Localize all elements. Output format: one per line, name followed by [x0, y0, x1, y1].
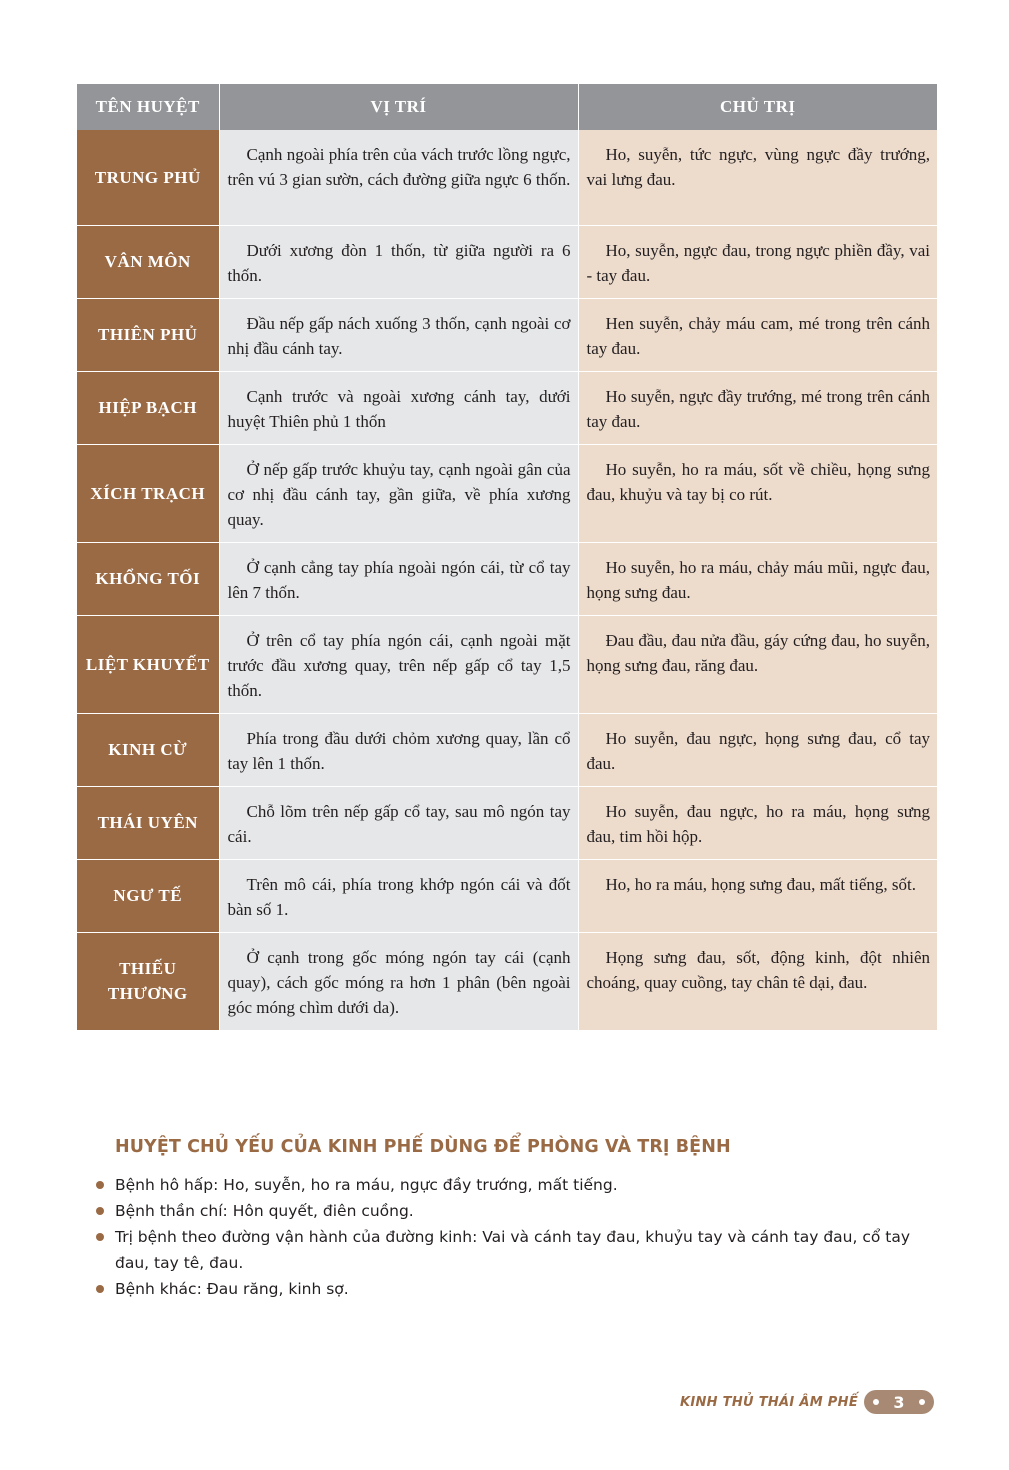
- point-treatment: Đau đầu, đau nửa đầu, gáy cứng đau, ho suyễn, họng sưng đau, răng đau.: [578, 615, 937, 713]
- point-name: THIẾU THƯƠNG: [77, 932, 219, 1030]
- dot-icon: [873, 1399, 879, 1405]
- point-name: KHỔNG TỐI: [77, 542, 219, 615]
- list-item-text: Bệnh khác: Đau răng, kinh sợ.: [115, 1280, 349, 1298]
- header-treatment: CHỦ TRỊ: [578, 84, 937, 130]
- point-name: TRUNG PHỦ: [77, 130, 219, 225]
- list-item: [96, 1276, 946, 1302]
- point-treatment: Ho, ho ra máu, họng sưng đau, mất tiếng, sốt.: [578, 859, 937, 932]
- section-title: HUYỆT CHỦ YẾU CỦA KINH PHẾ DÙNG ĐỂ PHÒNG VÀ TRỊ BỆNH: [115, 1137, 731, 1157]
- point-name: THÁI UYÊN: [77, 786, 219, 859]
- table-row: [77, 786, 937, 859]
- point-treatment: Họng sưng đau, sốt, động kinh, đột nhiên choáng, quay cuồng, tay chân tê dại, đau.: [578, 932, 937, 1030]
- bullet-list: [96, 1172, 946, 1302]
- table-row: [77, 130, 937, 225]
- acupoint-table: [77, 84, 937, 1031]
- point-treatment: Ho suyễn, ho ra máu, sốt về chiều, họng sưng đau, khuỷu và tay bị co rút.: [578, 444, 937, 542]
- table-row: [77, 542, 937, 615]
- point-position: Cạnh ngoài phía trên của vách trước lồng ngực, trên vú 3 gian sườn, cách đường giữa ngực 6 thốn.: [219, 130, 578, 225]
- point-position: Chỗ lõm trên nếp gấp cổ tay, sau mô ngón tay cái.: [219, 786, 578, 859]
- point-treatment: Ho suyễn, đau ngực, ho ra máu, họng sưng đau, tim hồi hộp.: [578, 786, 937, 859]
- point-treatment: Ho suyễn, ngực đầy trướng, mé trong trên cánh tay đau.: [578, 371, 937, 444]
- chapter-label: KINH THỦ THÁI ÂM PHẾ: [679, 1394, 858, 1410]
- point-position: Ở nếp gấp trước khuỷu tay, cạnh ngoài gân của cơ nhị đầu cánh tay, gần giữa, về phía xương quay.: [219, 444, 578, 542]
- point-name: NGƯ TẾ: [77, 859, 219, 932]
- point-position: Cạnh trước và ngoài xương cánh tay, dưới huyệt Thiên phủ 1 thốn: [219, 371, 578, 444]
- table-row: [77, 932, 937, 1030]
- point-name: THIÊN PHỦ: [77, 298, 219, 371]
- list-item-text: Bệnh thần chí: Hôn quyết, điên cuồng.: [115, 1202, 414, 1220]
- table-row: [77, 371, 937, 444]
- header-point-name: TÊN HUYỆT: [77, 84, 219, 130]
- table-header-row: [77, 84, 937, 130]
- point-name: VÂN MÔN: [77, 225, 219, 298]
- point-position: Dưới xương đòn 1 thốn, từ giữa người ra 6 thốn.: [219, 225, 578, 298]
- dot-icon: [919, 1399, 925, 1405]
- point-position: Ở cạnh trong gốc móng ngón tay cái (cạnh quay), cách gốc móng ra hơn 1 phân (bên ngoài góc móng chìm dưới da).: [219, 932, 578, 1030]
- list-item-text: Bệnh hô hấp: Ho, suyễn, ho ra máu, ngực đầy trướng, mất tiếng.: [115, 1176, 618, 1194]
- page-number: 3: [893, 1392, 905, 1412]
- bullet-dot-icon: [96, 1207, 104, 1215]
- list-item-text: Trị bệnh theo đường vận hành của đường kinh: Vai và cánh tay đau, khuỷu tay và cánh tay đau, cổ tay đau, tay tê, đau.: [115, 1228, 911, 1272]
- list-item: [96, 1172, 946, 1198]
- point-position: Phía trong đầu dưới chỏm xương quay, lần cổ tay lên 1 thốn.: [219, 713, 578, 786]
- point-name: XÍCH TRẠCH: [77, 444, 219, 542]
- point-name: KINH CỪ: [77, 713, 219, 786]
- bullet-dot-icon: [96, 1285, 104, 1293]
- table-row: [77, 225, 937, 298]
- point-treatment: Ho suyễn, đau ngực, họng sưng đau, cổ tay đau.: [578, 713, 937, 786]
- point-treatment: Ho, suyễn, tức ngực, vùng ngực đầy trướng, vai lưng đau.: [578, 130, 937, 225]
- table-row: [77, 615, 937, 713]
- table-row: [77, 859, 937, 932]
- list-item: [96, 1224, 946, 1276]
- page-number-badge: [864, 1390, 934, 1414]
- acupoint-table-grid: [77, 84, 937, 1031]
- point-treatment: Ho, suyễn, ngực đau, trong ngực phiền đầy, vai - tay đau.: [578, 225, 937, 298]
- table-row: [77, 298, 937, 371]
- point-name: LIỆT KHUYẾT: [77, 615, 219, 713]
- point-treatment: Hen suyễn, chảy máu cam, mé trong trên cánh tay đau.: [578, 298, 937, 371]
- point-name: HIỆP BẠCH: [77, 371, 219, 444]
- point-position: Ở cạnh cẳng tay phía ngoài ngón cái, từ cổ tay lên 7 thốn.: [219, 542, 578, 615]
- list-item: [96, 1198, 946, 1224]
- point-position: Ở trên cổ tay phía ngón cái, cạnh ngoài mặt trước đầu xương quay, trên nếp gấp cổ tay 1,5 thốn.: [219, 615, 578, 713]
- bullet-dot-icon: [96, 1233, 104, 1241]
- point-treatment: Ho suyễn, ho ra máu, chảy máu mũi, ngực đau, họng sưng đau.: [578, 542, 937, 615]
- point-position: Trên mô cái, phía trong khớp ngón cái và đốt bàn số 1.: [219, 859, 578, 932]
- table-row: [77, 713, 937, 786]
- header-position: VỊ TRÍ: [219, 84, 578, 130]
- page-footer: [680, 1389, 934, 1415]
- bullet-dot-icon: [96, 1181, 104, 1189]
- table-row: [77, 444, 937, 542]
- point-position: Đầu nếp gấp nách xuống 3 thốn, cạnh ngoài cơ nhị đầu cánh tay.: [219, 298, 578, 371]
